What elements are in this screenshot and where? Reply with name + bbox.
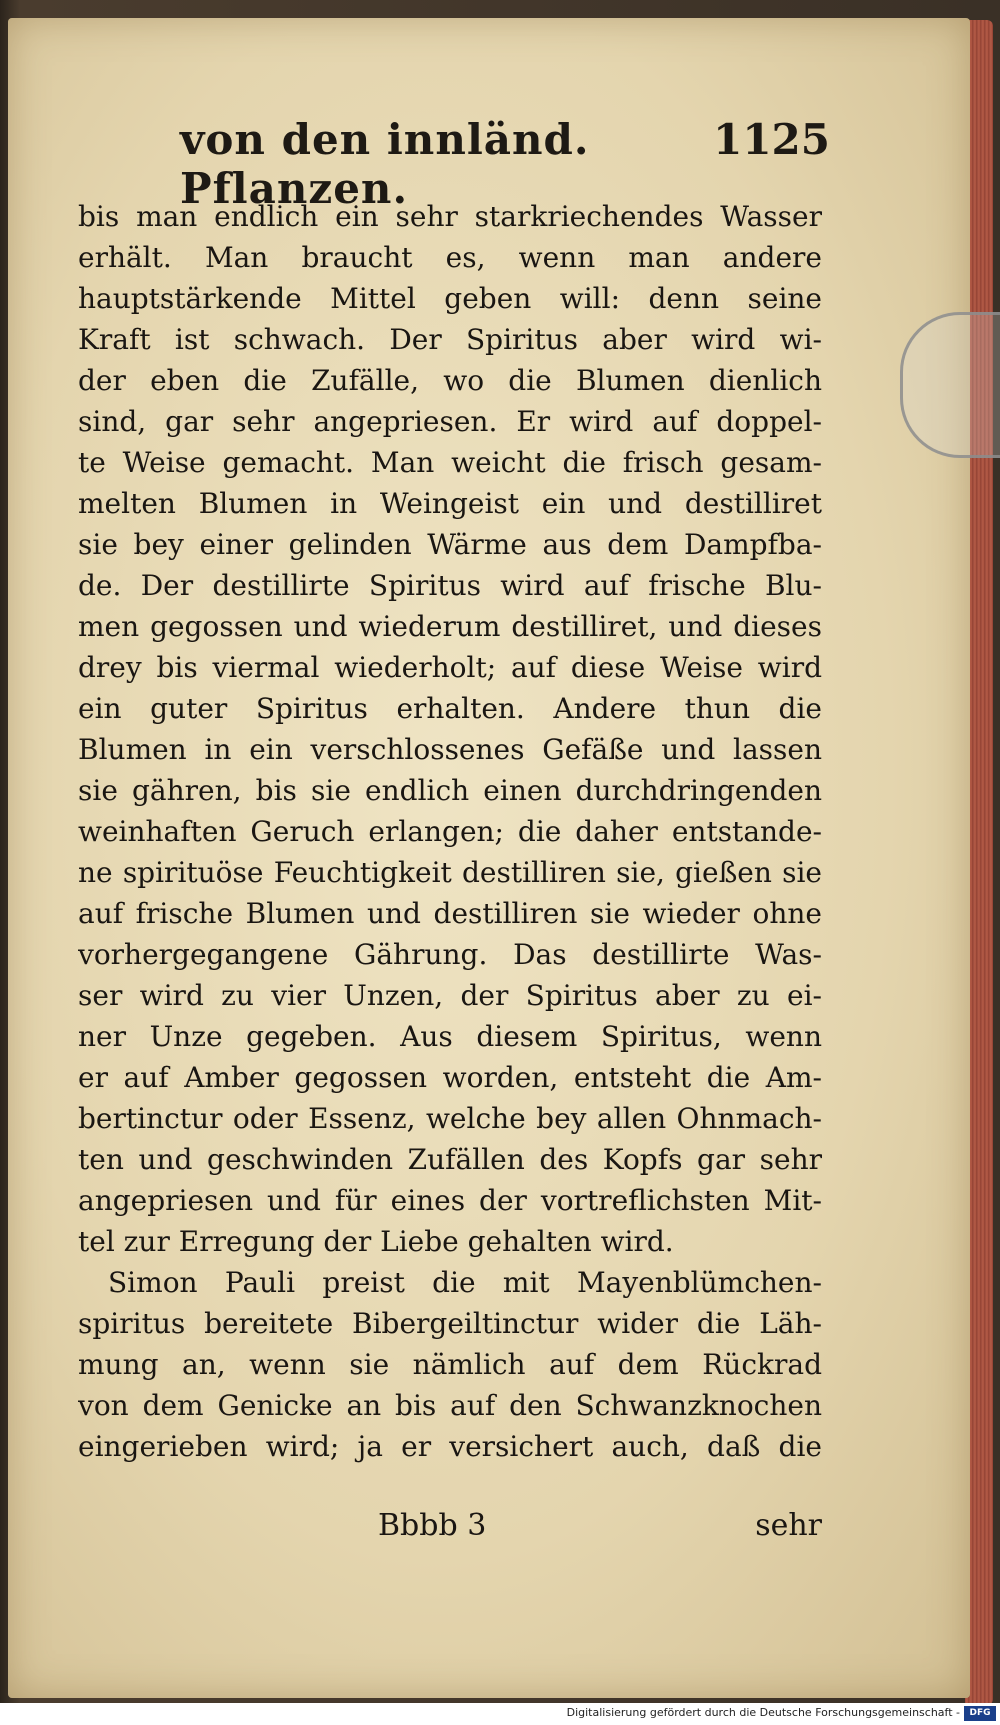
dfg-logo: DFG [964, 1706, 996, 1721]
text-line: ner Unze gegeben. Aus diesem Spiritus, wenn [78, 1020, 822, 1053]
text-line: te Weise gemacht. Man weicht die frisch gesam- [78, 446, 822, 479]
text-line: erhält. Man braucht es, wenn man andere [78, 241, 822, 274]
text-line: weinhaften Geruch erlangen; die daher entstande- [78, 815, 822, 848]
text-line: drey bis viermal wiederholt; auf diese Weise wird [78, 651, 822, 684]
page-footer [78, 1508, 822, 1558]
running-title: von den innländ. Pflanzen. [180, 115, 590, 213]
text-line: ser wird zu vier Unzen, der Spiritus aber zu ei- [78, 979, 822, 1012]
credit-text: Digitalisierung gefördert durch die Deutsche Forschungsgemeinschaft - [566, 1706, 960, 1719]
text-line: Kraft ist schwach. Der Spiritus aber wird wi- [78, 323, 822, 356]
text-line: tel zur Erregung der Liebe gehalten wird. [78, 1225, 674, 1258]
signature-mark: Bbbb 3 [378, 1508, 487, 1543]
text-line: vorhergegangene Gährung. Das destillirte Was- [78, 938, 822, 971]
text-line: de. Der destillirte Spiritus wird auf frische Blu- [78, 569, 822, 602]
text-line: sind, gar sehr angepriesen. Er wird auf doppel- [78, 405, 822, 438]
text-line: sie bey einer gelinden Wärme aus dem Dampfba- [78, 528, 822, 561]
text-line: von dem Genicke an bis auf den Schwanzknochen [78, 1389, 822, 1422]
page-header [150, 115, 830, 213]
text-line: bis man endlich ein sehr starkriechendes Wasser [78, 200, 822, 233]
text-line: ten und geschwinden Zufällen des Kopfs gar sehr [78, 1143, 822, 1176]
text-line: angepriesen und für eines der vortreflichsten Mit- [78, 1184, 822, 1217]
text-line: ein guter Spiritus erhalten. Andere thun die [78, 692, 822, 725]
text-line: mung an, wenn sie nämlich auf dem Rückrad [78, 1348, 822, 1381]
text-line: men gegossen und wiederum destilliret, und dieses [78, 610, 822, 643]
catchword: sehr [755, 1508, 822, 1543]
text-line: spiritus bereitete Bibergeiltinctur wider die Läh- [78, 1307, 822, 1340]
body-text [78, 196, 822, 1467]
text-line: ne spirituöse Feuchtigkeit destilliren sie, gießen sie [78, 856, 822, 889]
text-line: auf frische Blumen und destilliren sie wieder ohne [78, 897, 822, 930]
text-line: melten Blumen in Weingeist ein und destilliret [78, 487, 822, 520]
text-line: eingerieben wird; ja er versichert auch, daß die [78, 1430, 822, 1463]
text-line: er auf Amber gegossen worden, entsteht die Am- [78, 1061, 822, 1094]
text-line: Blumen in ein verschlossenes Gefäße und lassen [78, 733, 822, 766]
page-number: 1125 [713, 115, 830, 164]
text-line: hauptstärkende Mittel geben will: denn seine [78, 282, 822, 315]
credit-bar [0, 1703, 1000, 1725]
page-clip [900, 312, 1000, 458]
text-line: der eben die Zufälle, wo die Blumen dienlich [78, 364, 822, 397]
text-line: bertinctur oder Essenz, welche bey allen Ohnmach- [78, 1102, 822, 1135]
text-line: Simon Pauli preist die mit Mayenblümchen- [108, 1266, 822, 1299]
text-line: sie gähren, bis sie endlich einen durchdringenden [78, 774, 822, 807]
